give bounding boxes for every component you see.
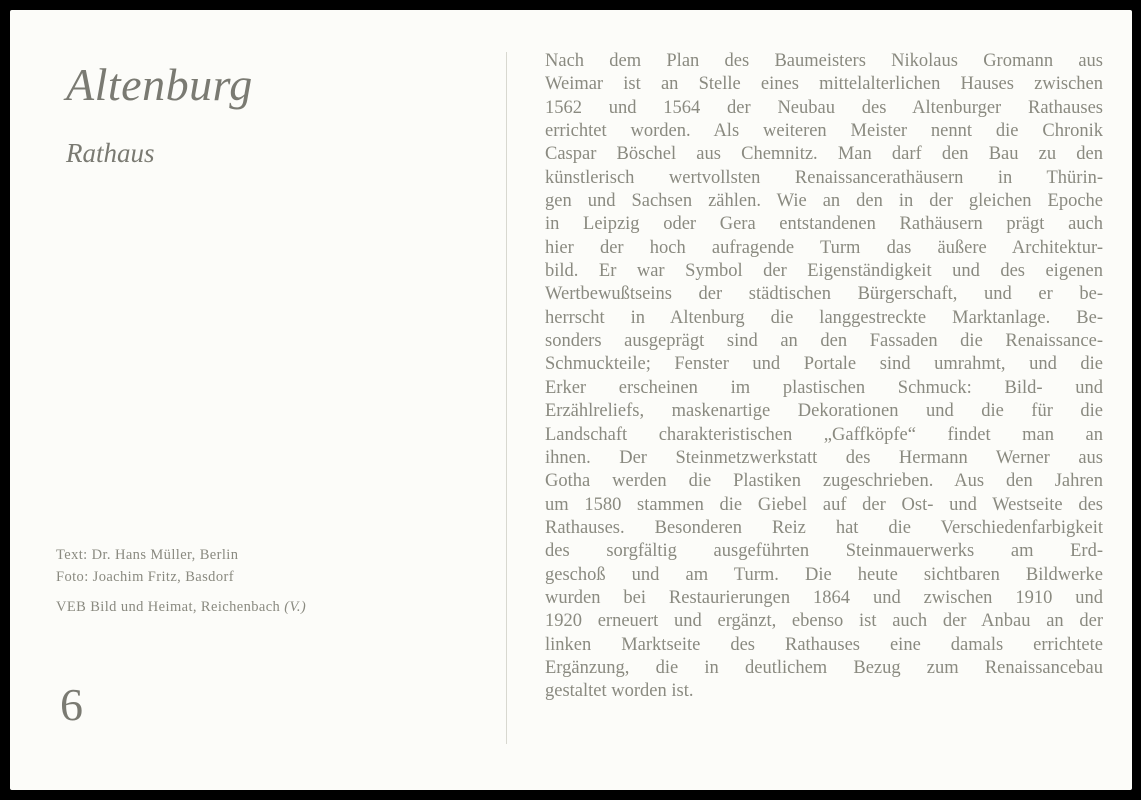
body-line: Erzählreliefs, maskenartige Dekorationen und die für die [545,401,1103,422]
body-line: Weimar ist an Stelle eines mittelalterlichen Hauses zwischen [545,74,1103,95]
body-line: Ergänzung, die in deutlichem Bezug zum Renaissancebau [545,657,1103,678]
body-line: Caspar Böschel aus Chemnitz. Man darf den Bau zu den [545,144,1103,165]
body-line: Rathauses. Besonderen Reiz hat die Verschiedenfarbigkeit [545,517,1103,538]
body-line: wurden bei Restaurierungen 1864 und zwischen 1910 und [545,587,1103,608]
photo-credit: Foto: Joachim Fritz, Basdorf [56,569,234,585]
publisher-line [56,596,306,618]
body-line: herrscht in Altenburg die langgestreckte Marktanlage. Be- [545,307,1103,328]
body-line: 1920 erneuert und ergänzt, ebenso ist auch der Anbau an der [545,611,1103,632]
body-line: um 1580 stammen die Giebel auf der Ost- und Westseite des [545,494,1103,515]
card-number: 6 [60,679,83,730]
publisher-name: VEB Bild und Heimat, Reichenbach [56,599,281,615]
postcard-back [10,10,1132,790]
body-line: in Leipzig oder Gera entstandenen Rathäusern prägt auch [545,214,1103,235]
body-line: Gotha werden die Plastiken zugeschrieben. Aus den Jahren [545,471,1103,492]
body-line: geschoß und am Turm. Die heute sichtbaren Bildwerke [545,564,1103,585]
building-subtitle: Rathaus [66,138,155,168]
column-divider [506,52,507,744]
body-line: Wertbewußtseins der städtischen Bürgerschaft, und er be- [545,284,1103,305]
body-line: sonders ausgeprägt sind an den Fassaden die Renaissance- [545,331,1103,352]
body-line: errichtet worden. Als weiteren Meister nennt die Chronik [545,121,1103,142]
credits-block [56,544,306,618]
body-line: gestaltet worden ist. [545,681,694,702]
body-line: künstlerisch wertvollsten Renaissancerathäusern in Thürin- [545,167,1103,188]
description-text [545,50,1103,704]
publisher-location: (V.) [284,599,307,615]
body-line: 1562 und 1564 der Neubau des Altenburger Rathauses [545,97,1103,118]
body-line: ihnen. Der Steinmetzwerkstatt des Hermann Werner aus [545,447,1103,468]
body-line: Schmuckteile; Fenster und Portale sind umrahmt, und die [545,354,1103,375]
body-line: gen und Sachsen zählen. Wie an den in der gleichen Epoche [545,191,1103,212]
body-line: Landschaft charakteristischen „Gaffköpfe“ findet man an [545,424,1103,445]
city-title: Altenburg [66,59,253,110]
body-line: des sorgfältig ausgeführten Steinmauerwerks am Erd- [545,541,1103,562]
body-line: hier der hoch aufragende Turm das äußere Architektur- [545,237,1103,258]
text-credit: Text: Dr. Hans Müller, Berlin [56,547,239,563]
body-line: linken Marktseite des Rathauses eine damals errichtete [545,634,1103,655]
body-line: Erker erscheinen im plastischen Schmuck: Bild- und [545,377,1103,398]
body-line: bild. Er war Symbol der Eigenständigkeit und des eigenen [545,261,1103,282]
body-line: Nach dem Plan des Baumeisters Nikolaus Gromann aus [545,51,1103,71]
